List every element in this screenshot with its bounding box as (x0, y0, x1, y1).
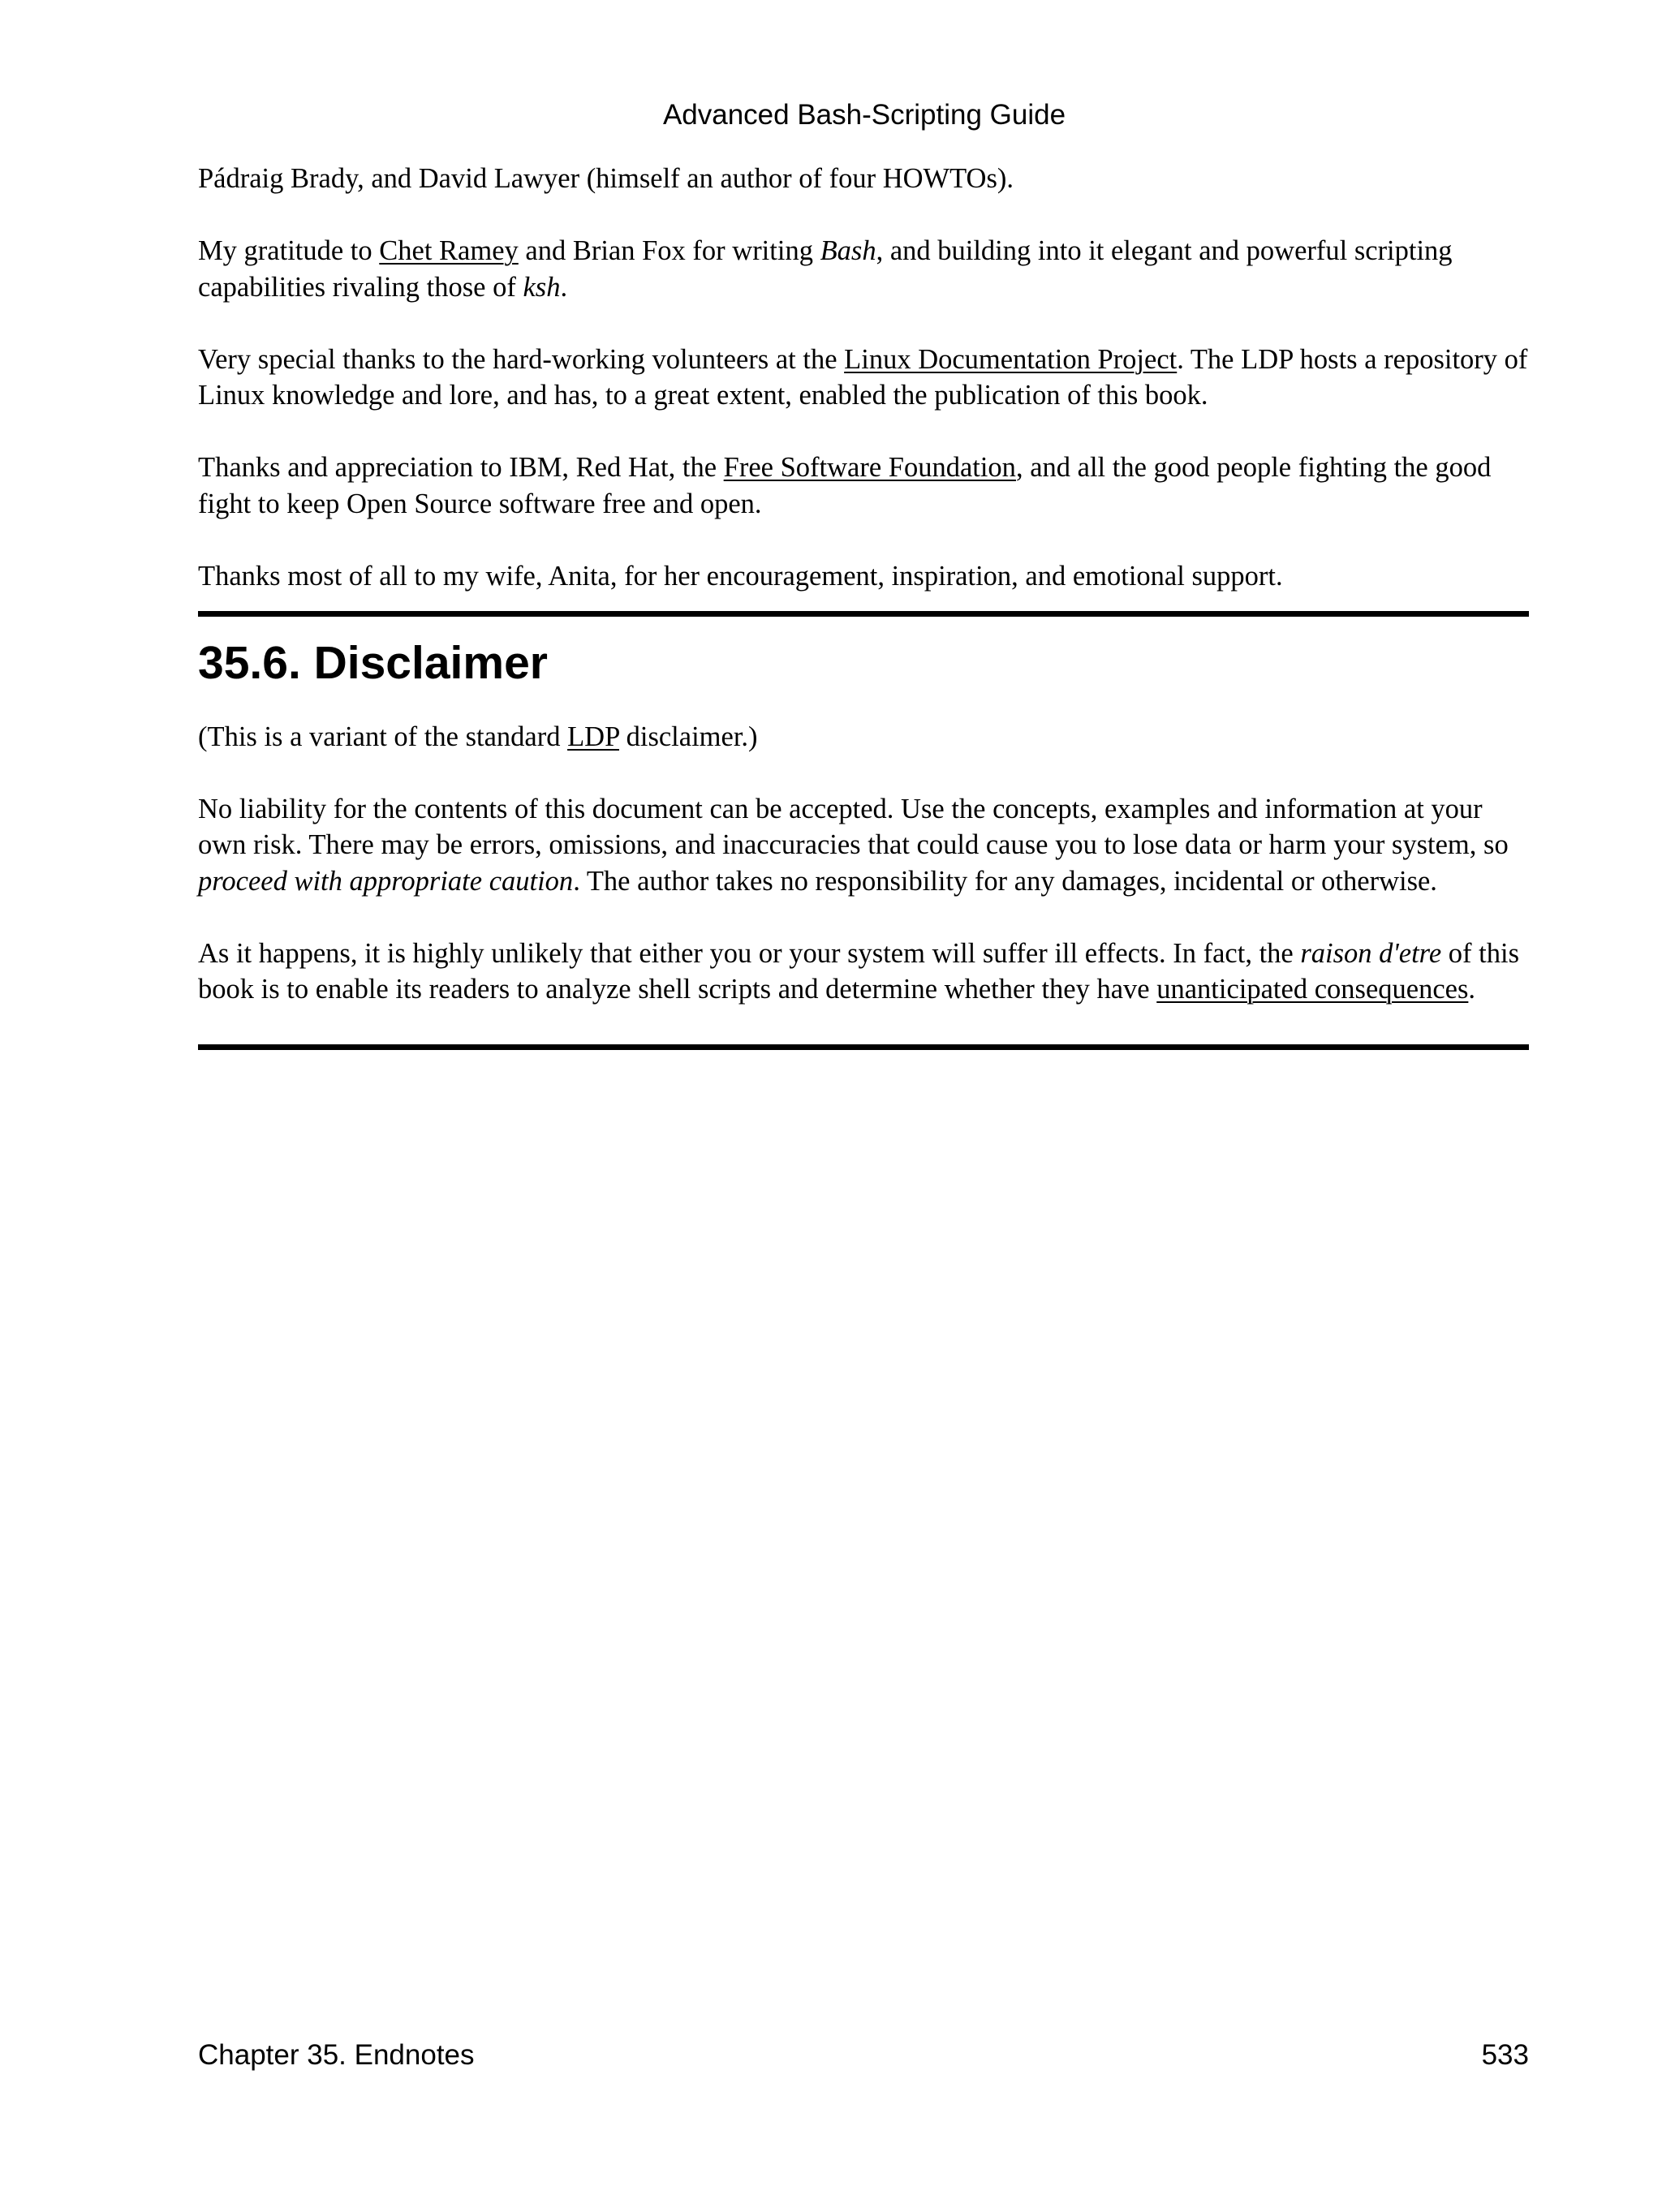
disclaimer-paragraph-3 (198, 936, 1529, 1008)
raison-detre-emphasis: raison d'etre (1300, 937, 1442, 969)
acknowledgment-paragraph-2 (198, 233, 1529, 305)
chet-ramey-link[interactable]: Chet Ramey (379, 235, 519, 266)
paragraph-text: (This is a variant of the standard (198, 721, 568, 752)
paragraph-text: . (1468, 974, 1475, 1005)
paragraph-text: Thanks and appreciation to IBM, Red Hat, the (198, 452, 724, 483)
paragraph-text: Pádraig Brady, and David Lawyer (himself an author of four HOWTOs). (198, 163, 1014, 194)
paragraph-text: . The LDP hosts a repository of Linux knowledge and lore, and has, to a great extent, enabled the publication of this book. (198, 343, 1528, 411)
paragraph-text: As it happens, it is highly unlikely that either you or your system will suffer ill effects. In fact, the (198, 937, 1301, 969)
ksh-emphasis: ksh (523, 271, 561, 303)
section-title: 35.6. Disclaimer (198, 636, 548, 689)
paragraph-text: and Brian Fox for writing (518, 235, 820, 266)
free-software-foundation-link[interactable]: Free Software Foundation (723, 452, 1016, 483)
section-divider-top (198, 611, 1529, 617)
paragraph-text: No liability for the contents of this document can be accepted. Use the concepts, examples and information at your own risk. There may be errors, omissions, and inaccuracies that could cause you to lose data or harm your system, so (198, 793, 1509, 860)
bash-emphasis: Bash (820, 235, 876, 266)
footer-chapter: Chapter 35. Endnotes (198, 2039, 475, 2071)
acknowledgment-paragraph-5 (198, 558, 1529, 595)
section-divider-bottom (198, 1044, 1529, 1050)
page-content (198, 161, 1529, 1050)
paragraph-text: . The author takes no responsibility for any damages, incidental or otherwise. (573, 865, 1437, 897)
paragraph-text: , and all the good people fighting the good fight to keep Open Source software free and open. (198, 452, 1492, 519)
unanticipated-consequences-link[interactable]: unanticipated consequences (1156, 974, 1469, 1005)
paragraph-text: . (560, 271, 568, 303)
ldp-link[interactable]: LDP (567, 721, 619, 752)
running-footer (198, 2039, 1529, 2072)
acknowledgment-paragraph-4 (198, 450, 1529, 522)
disclaimer-paragraph-1 (198, 719, 1529, 755)
paragraph-text: My gratitude to (198, 235, 380, 266)
paragraph-text: disclaimer.) (618, 721, 758, 752)
paragraph-text: Very special thanks to the hard-working volunteers at the (198, 343, 845, 375)
paragraph-text: of this book is to enable its readers to analyze shell scripts and determine whether they have (198, 937, 1519, 1005)
linux-documentation-project-link[interactable]: Linux Documentation Project (844, 343, 1178, 375)
paragraph-text: , and building into it elegant and powerful scripting capabilities rivaling those of (198, 235, 1453, 303)
running-header: Advanced Bash-Scripting Guide (662, 99, 1066, 131)
acknowledgment-paragraph-3 (198, 342, 1529, 414)
caution-emphasis: proceed with appropriate caution (198, 865, 574, 897)
page-number: 533 (1481, 2039, 1529, 2071)
disclaimer-paragraph-2 (198, 791, 1529, 900)
paragraph-text: Thanks most of all to my wife, Anita, for her encouragement, inspiration, and emotional support. (198, 560, 1283, 592)
acknowledgment-paragraph-1 (198, 161, 1529, 197)
